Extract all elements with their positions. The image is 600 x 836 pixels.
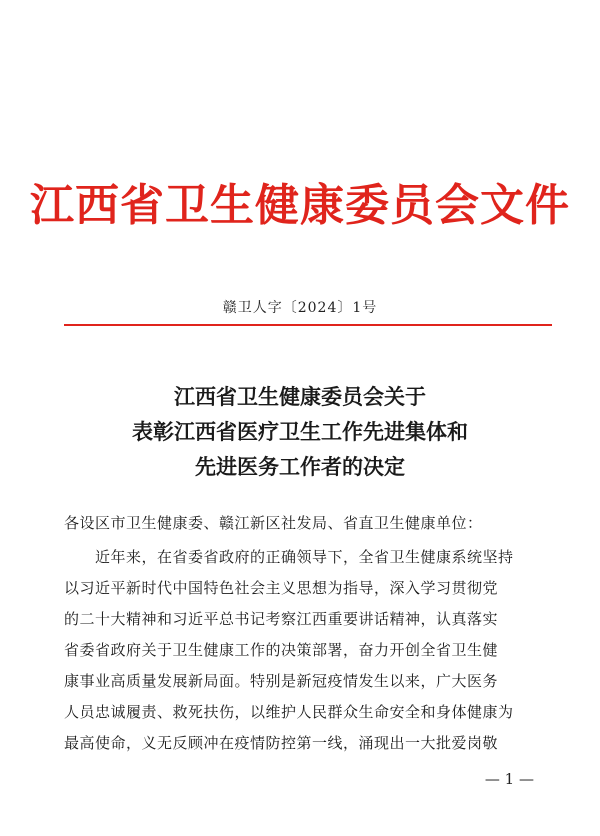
title-line: 先进医务工作者的决定 xyxy=(195,455,405,479)
body-line: 最高使命，义无反顾冲在疫情防控第一线，涌现出一大批爱岗敬 xyxy=(64,734,499,752)
body-line: 的二十大精神和习近平总书记考察江西重要讲话精神，认真落实 xyxy=(64,610,499,628)
body-paragraph xyxy=(64,542,554,759)
red-divider-line xyxy=(64,324,552,326)
body-line: 省委省政府关于卫生健康工作的决策部署，奋力开创全省卫生健 xyxy=(64,641,499,659)
document-number: 赣卫人字〔2024〕1号 xyxy=(222,300,378,316)
addressee-line: 各设区市卫生健康委、赣江新区社发局、省直卫生健康单位： xyxy=(64,514,483,532)
body-line: 近年来，在省委省政府的正确领导下，全省卫生健康系统坚持 xyxy=(64,548,514,566)
body-line: 康事业高质量发展新局面。特别是新冠疫情发生以来，广大医务 xyxy=(64,672,499,690)
title-line: 江西省卫生健康委员会关于 xyxy=(174,385,426,409)
title-line: 表彰江西省医疗卫生工作先进集体和 xyxy=(132,420,468,444)
body-line: 以习近平新时代中国特色社会主义思想为指导，深入学习贯彻党 xyxy=(64,579,499,597)
issuing-authority-header: 江西省卫生健康委员会文件 xyxy=(30,180,570,231)
body-line: 人员忠诚履责、救死扶伤，以维护人民群众生命安全和身体健康为 xyxy=(64,703,514,721)
document-title xyxy=(0,380,600,485)
page-number: — 1 — xyxy=(484,770,534,788)
